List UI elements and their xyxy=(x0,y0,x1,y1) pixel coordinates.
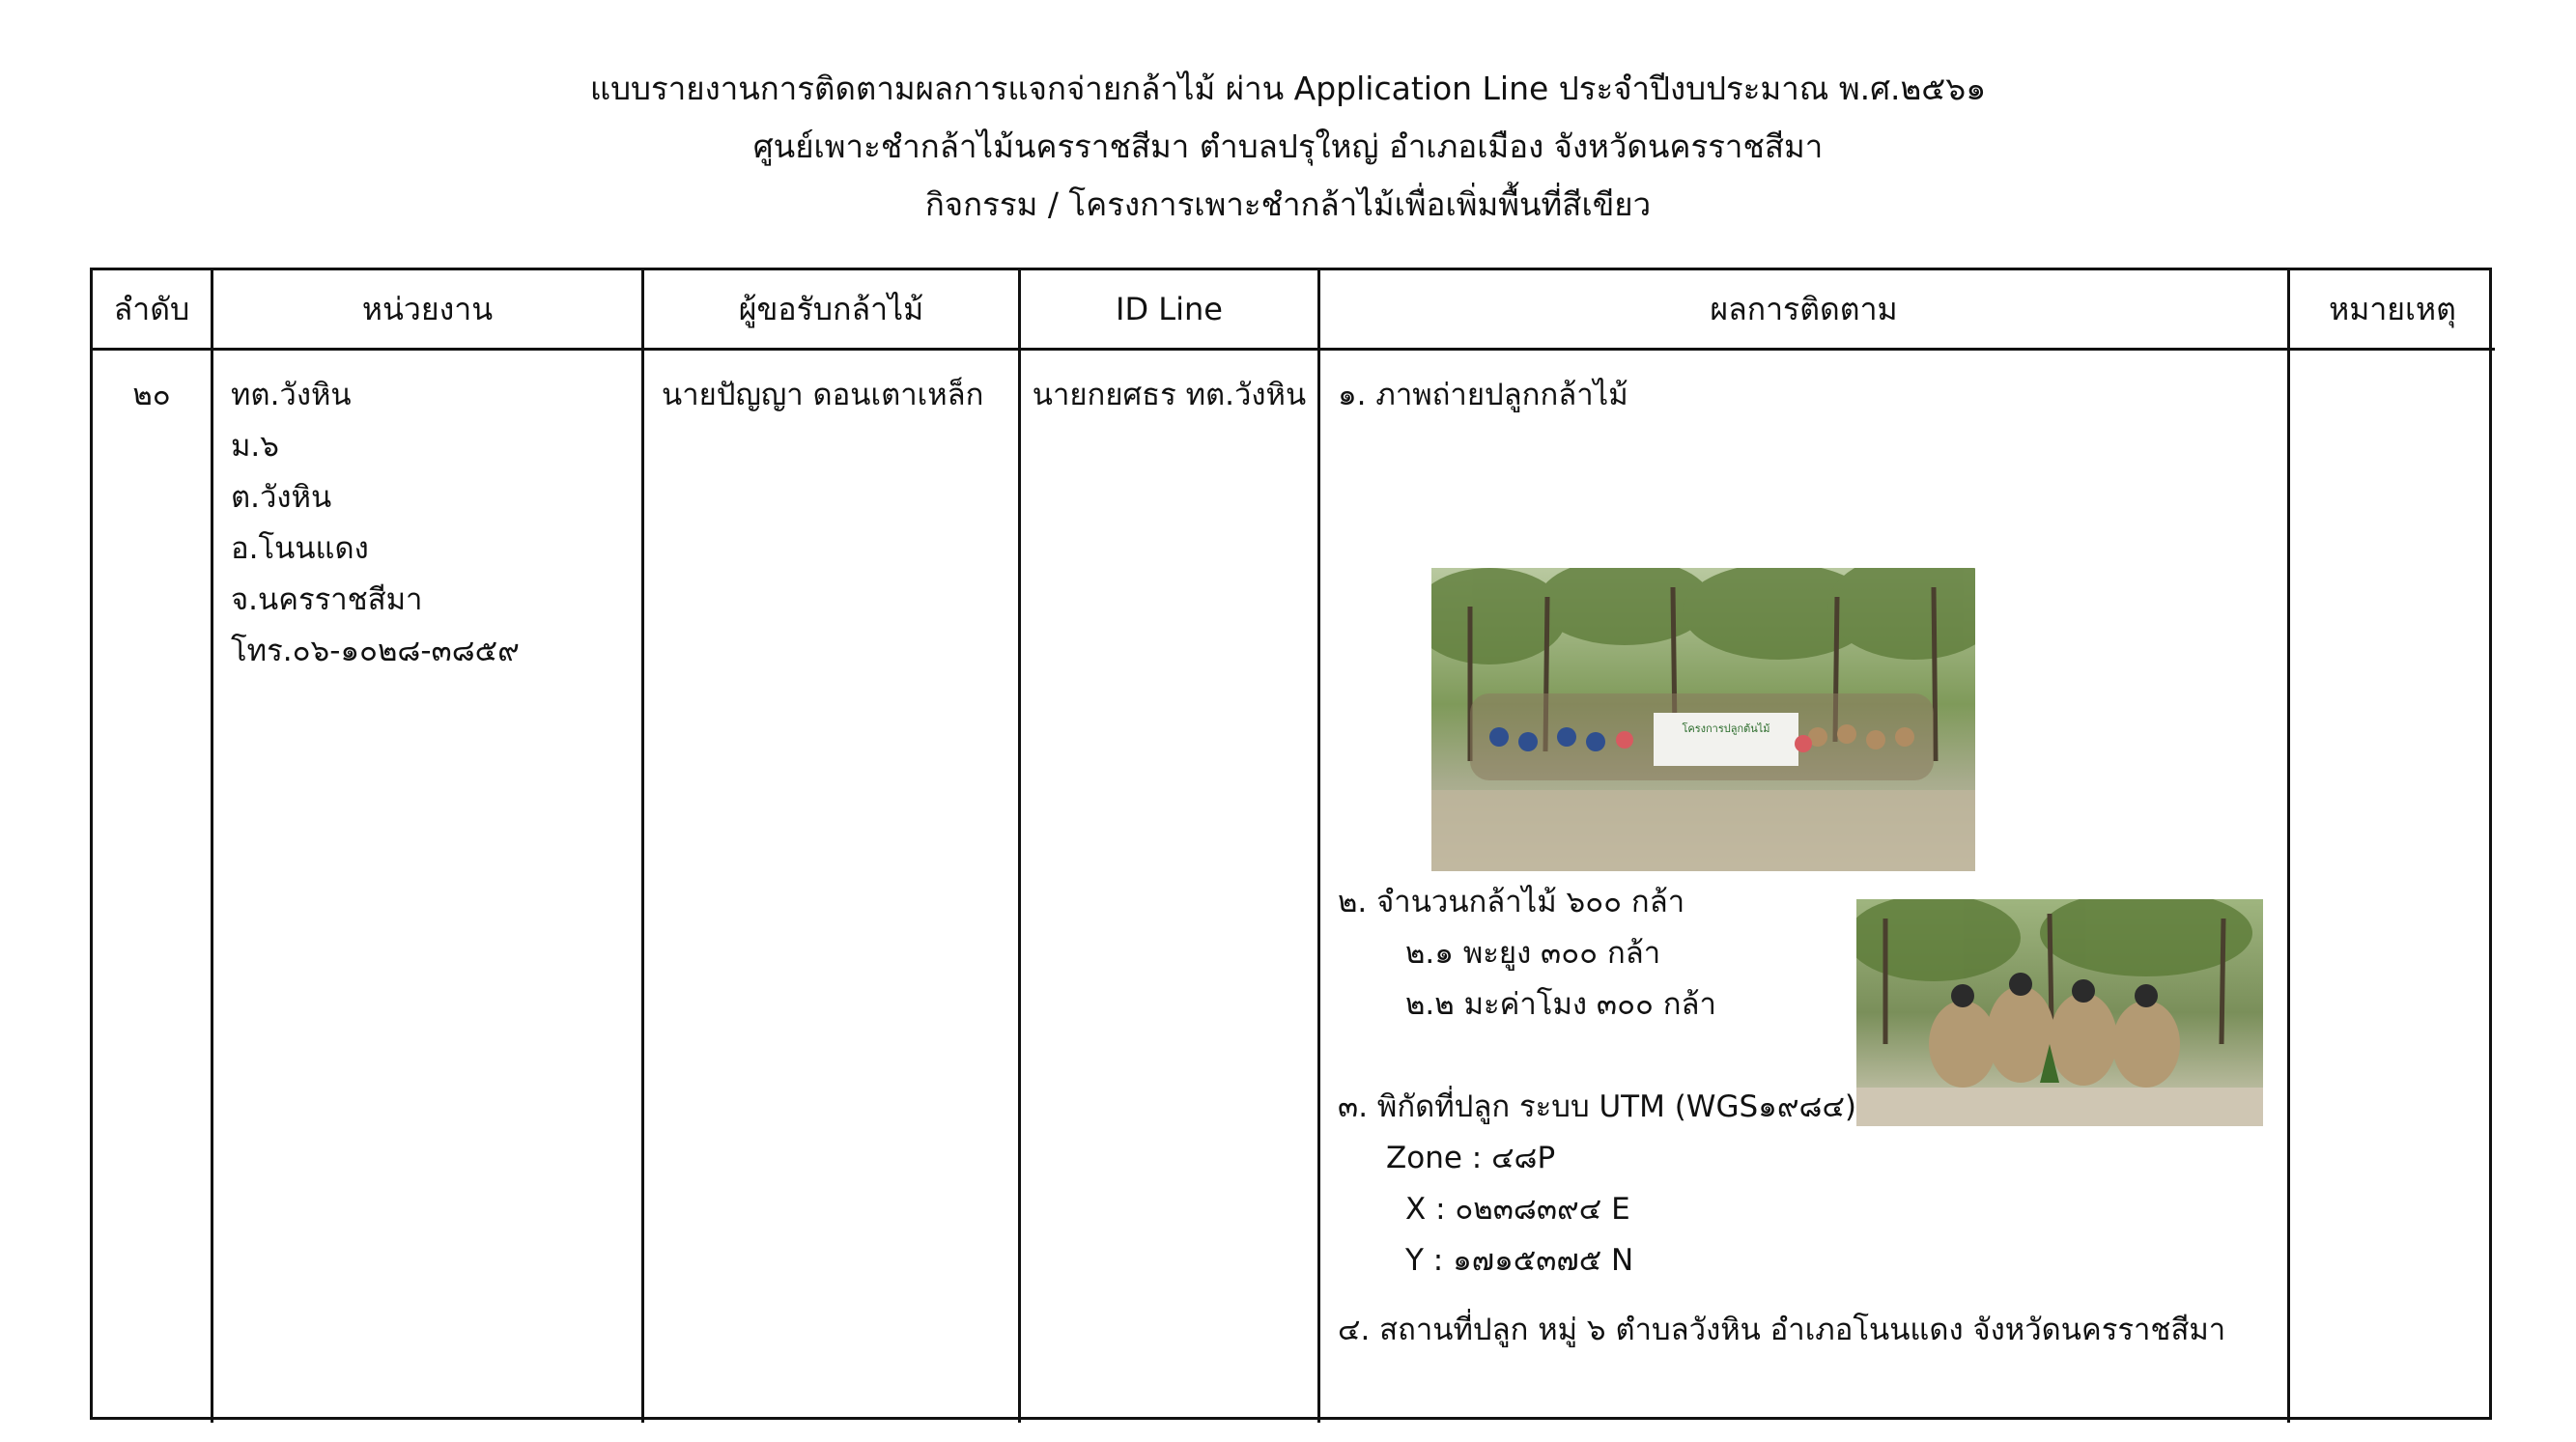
result-item-2: ๒. จำนวนกล้าไม้ ๖๐๐ กล้า xyxy=(1338,885,1685,919)
utm-zone: Zone : ๔๘P xyxy=(1386,1141,1556,1175)
banner-text: โครงการปลูกต้นไม้ xyxy=(1682,722,1770,735)
result-item-4: ๔. สถานที่ปลูก หมู่ ๖ ตำบลวังหิน อำเภอโนนแดง จังหวัดนครราชสีมา xyxy=(1338,1313,2226,1347)
header-recipient: ผู้ขอรับกล้าไม้ xyxy=(644,270,1021,351)
seedling-planting-photo xyxy=(1856,899,2263,1126)
group-planting-photo xyxy=(1431,568,1975,871)
agency-line: ทต.วังหิน xyxy=(231,378,352,412)
result-item-2-1: ๒.๑ พะยูง ๓๐๐ กล้า xyxy=(1405,936,1661,971)
agency-line: ม.๖ xyxy=(231,429,279,464)
utm-y: Y : ๑๗๑๕๓๗๕ N xyxy=(1405,1243,1634,1278)
title-line-3: กิจกรรม / โครงการเพาะชำกล้าไม้เพื่อเพิ่มพื้นที่สีเขียว xyxy=(924,185,1652,223)
utm-x: X : ๐๒๓๘๓๙๔ E xyxy=(1405,1192,1630,1227)
agency-phone: โทร.๐๖-๑๐๒๘-๓๘๕๙ xyxy=(231,634,520,668)
result-item-2-2: ๒.๒ มะค่าโมง ๓๐๐ กล้า xyxy=(1405,987,1716,1022)
cell-note xyxy=(2290,351,2495,1423)
cell-recipient xyxy=(644,351,1021,1423)
title-line-2: ศูนย์เพาะชำกล้าไม้นครราชสีมา ตำบลปรุใหญ่ อำเภอเมือง จังหวัดนครราชสีมา xyxy=(752,127,1824,165)
header-id-line: ID Line xyxy=(1021,270,1320,351)
cell-id-line xyxy=(1021,351,1320,1423)
result-item-3: ๓. พิกัดที่ปลูก ระบบ UTM (WGS๑๙๘๔) xyxy=(1338,1089,1857,1124)
recipient-name: นายปัญญา ดอนเตาเหล็ก xyxy=(662,378,984,412)
seedling-planting-photo-image xyxy=(1856,899,2263,1126)
report-table xyxy=(90,268,2492,1420)
title-line-1: แบบรายงานการติดตามผลการแจกจ่ายกล้าไม้ ผ่าน Application Line ประจำปีงบประมาณ พ.ศ.๒๕๖๑ xyxy=(589,70,1987,107)
cell-agency xyxy=(213,351,644,1423)
result-item-1: ๑. ภาพถ่ายปลูกกล้าไม้ xyxy=(1338,378,1628,412)
agency-line: ต.วังหิน xyxy=(231,480,332,515)
header-order: ลำดับ xyxy=(93,270,213,351)
id-line-value: นายกยศธร ทต.วังหิน xyxy=(1032,378,1307,412)
report-titles xyxy=(0,60,2576,234)
header-note: หมายเหตุ xyxy=(2290,270,2495,351)
cell-order xyxy=(93,351,213,1423)
agency-line: จ.นครราชสีมา xyxy=(231,582,423,617)
order-number: ๒๐ xyxy=(132,378,171,412)
agency-line: อ.โนนแดง xyxy=(231,531,369,566)
cell-results xyxy=(1320,351,2290,1423)
group-planting-photo-image xyxy=(1431,568,1975,871)
header-results: ผลการติดตาม xyxy=(1320,270,2290,351)
header-agency: หน่วยงาน xyxy=(213,270,644,351)
